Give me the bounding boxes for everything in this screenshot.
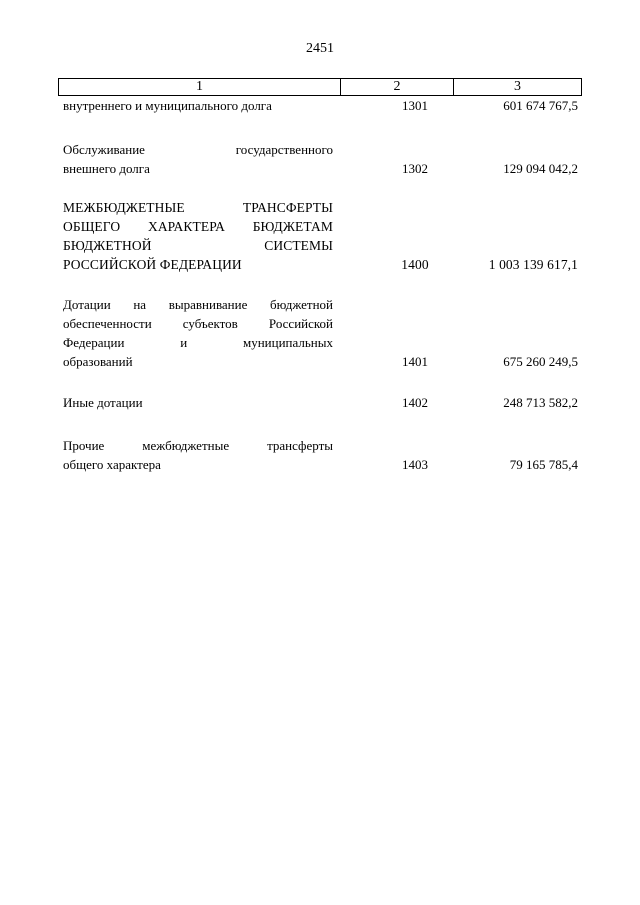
row-value: 129 094 042,2 [503,161,578,176]
row-value: 1 003 139 617,1 [488,257,578,272]
row-name-line: Прочие межбюджетные трансферты [63,438,333,453]
row-name-line: образований [63,354,133,369]
column-header-1: 1 [59,79,341,95]
row-name [63,295,333,371]
row-name-line: обеспеченности субъектов Российской [63,316,333,331]
row-value: 601 674 767,5 [503,98,578,113]
row-name [63,140,333,178]
row-name [63,393,333,412]
row-name-line: внутреннего и муниципального долга [63,98,272,113]
row-name-line: МЕЖБЮДЖЕТНЫЕ ТРАНСФЕРТЫ [63,200,333,215]
row-value: 79 165 785,4 [509,457,578,472]
row-code: 1401 [402,354,428,369]
row-name-line: РОССИЙСКОЙ ФЕДЕРАЦИИ [63,257,242,272]
row-name [63,436,333,474]
row-value: 675 260 249,5 [503,354,578,369]
row-name-line: общего характера [63,457,161,472]
row-code: 1400 [401,257,429,272]
column-header-3: 3 [514,79,521,94]
row-code: 1301 [402,98,428,113]
row-name-line: внешнего долга [63,161,150,176]
row-name-line: Обслуживание государственного [63,142,333,157]
row-name-line: Федерации и муниципальных [63,335,333,350]
row-name-line: БЮДЖЕТНОЙ СИСТЕМЫ [63,238,333,253]
row-name-line: ОБЩЕГО ХАРАКТЕРА БЮДЖЕТАМ [63,219,333,234]
column-header-2: 2 [341,79,454,95]
page-number: 2451 [306,41,334,56]
row-name [63,96,333,115]
table-header [58,78,582,96]
row-name [63,198,333,274]
row-code: 1302 [402,161,428,176]
row-code: 1403 [402,457,428,472]
row-name-line: Иные дотации [63,395,143,410]
row-code: 1402 [402,395,428,410]
row-value: 248 713 582,2 [503,395,578,410]
row-name-line: Дотации на выравнивание бюджетной [63,297,333,312]
